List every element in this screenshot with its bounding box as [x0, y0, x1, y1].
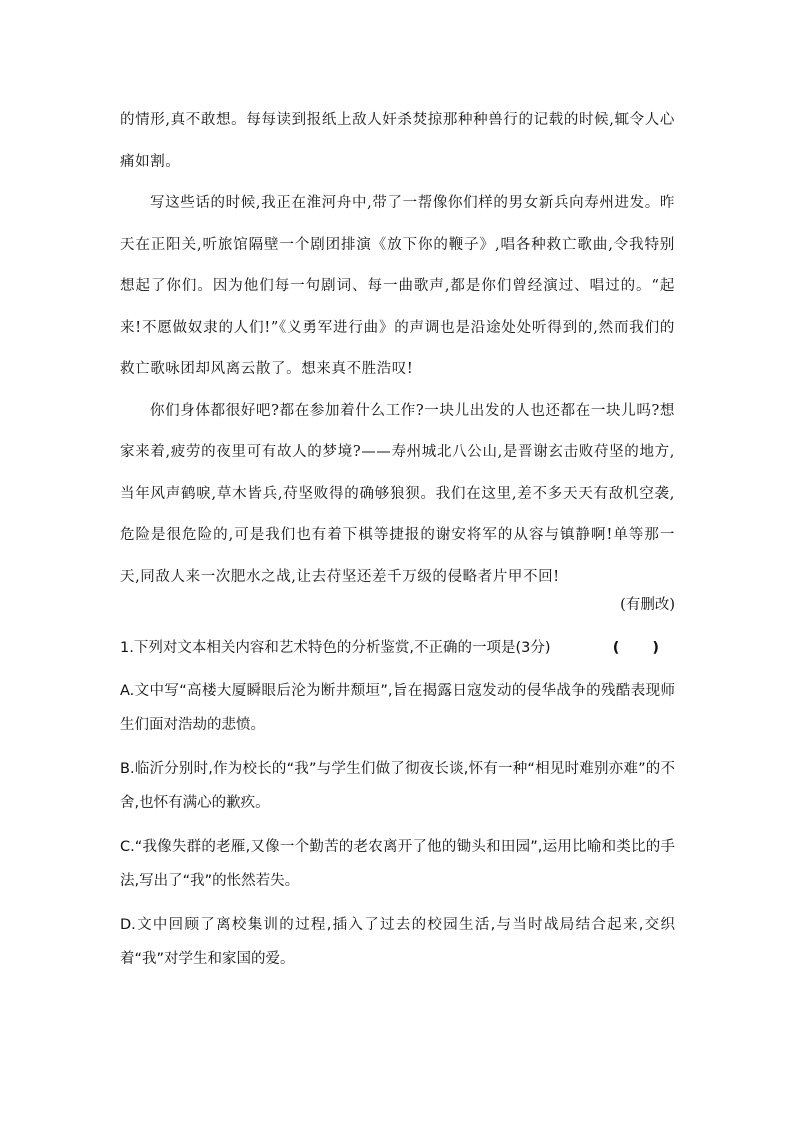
answer-bracket[interactable]: ( ) [612, 640, 673, 656]
option-d[interactable]: D.文中回顾了离校集训的过程,插入了过去的校园生活,与当时战局结合起来,交织着“我”对学生和家国的爱。 [120, 917, 675, 967]
question-stem: 1.下列对文本相关内容和艺术特色的分析鉴赏,不正确的一项是(3分) [120, 640, 551, 656]
option-c[interactable]: C.“我像失群的老雁,又像一个勤苦的老农离开了他的锄头和田园”,运用比喻和类比的手法,写出了“我”的怅然若失。 [120, 839, 675, 889]
passage-paragraph-3: 你们身体都很好吧?都在参加着什么工作?一块儿出发的人也还都在一块儿吗?想家来着,疲劳的夜里可有故人的梦境?——寿州城北八公山,是晋谢玄击败苻坚的地方,当年风声鹤唳,草木皆兵,苻坚败得的确够狼狈。我们在这里,差不多天天有敌机空袭,危险是很危险的,可是我们也有着下棋等捷报的谢安将军的从容与镇静啊!单等那一天,同敌人来一次肥水之战,让去苻坚还差千万级的侵略者片甲不回! [120, 402, 675, 585]
question-stem-row [120, 633, 675, 663]
passage-paragraph-2: 写这些话的时候,我正在淮河舟中,带了一帮像你们样的男女新兵向寿州进发。昨天在正阳关,听旅馆隔壁一个剧团排演《放下你的鞭子》,唱各种救亡歌曲,令我特别想起了你们。因为他们每一句剧词、每一曲歌声,都是你们曾经演过、唱过的。“起来!不愿做奴隶的人们!”《义勇军进行曲》的声调也是沿途处处听得到的,然而我们的救亡歌咏团却风离云散了。想来真不胜浩叹! [120, 195, 675, 377]
reading-passage [120, 100, 675, 598]
question-block [120, 633, 675, 986]
source-note: (有删改) [620, 597, 675, 613]
option-b[interactable]: B.临沂分别时,作为校长的“我”与学生们做了彻夜长谈,怀有一种“相见时难别亦难”的不舍,也怀有满心的歉疚。 [120, 761, 675, 811]
option-a[interactable]: A.文中写“高楼大厦瞬眼后沦为断井颓垣”,旨在揭露日寇发动的侵华战争的残酷表现师生们面对浩劫的悲愤。 [120, 683, 675, 733]
passage-paragraph-1: 的情形,真不敢想。每每读到报纸上敌人奸杀焚掠那种种兽行的记载的时候,辄令人心痛如割。 [120, 112, 675, 170]
